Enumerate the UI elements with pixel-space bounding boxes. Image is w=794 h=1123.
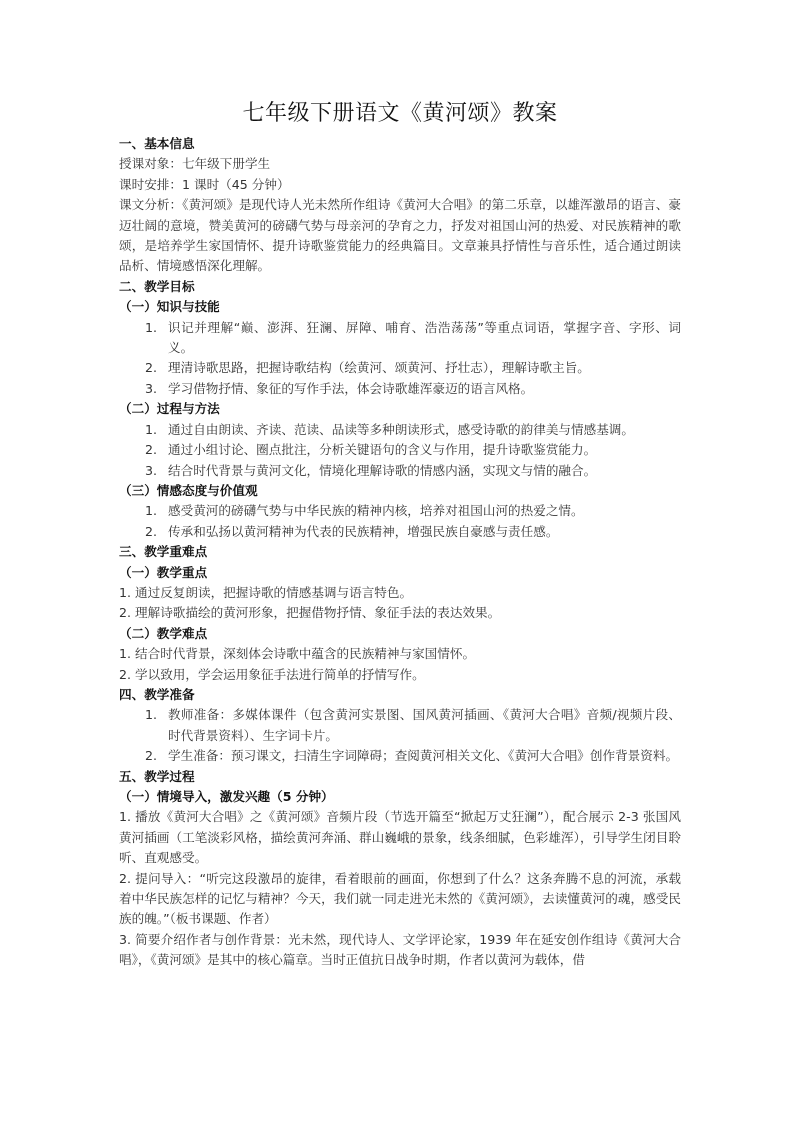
list-item [119,746,681,766]
list-text: 结合时代背景与黄河文化，情境化理解诗歌的情感内涵，实现文与情的融合。 [168,462,597,478]
list-item [119,379,681,399]
list-item [119,461,681,481]
list-number: 1. [145,421,158,437]
list-text: 通过小组讨论、圈点批注，分析关键语句的含义与作用，提升诗歌鉴赏能力。 [168,442,597,458]
list-item [119,420,681,440]
list-number: 1. [145,319,158,335]
subheading-teaching-difficulty: （二）教学难点 [119,625,208,641]
process-methods-list [119,420,681,481]
subheading-teaching-focus: （一）教学重点 [119,564,208,580]
subheading-situational-intro: （一）情境导入，激发兴趣（5 分钟） [119,789,334,804]
time-line: 课时安排：1 课时（45 分钟） [119,176,290,192]
text-analysis-paragraph: 课文分析：《黄河颂》是现代诗人光未然所作组诗《黄河大合唱》的第二乐章，以雄浑激昂的语言、豪迈壮阔的意境，赞美黄河的磅礴气势与母亲河的孕育之力，抒发对祖国山河的热爱、对民族精神的歌颂，是培养学生家国情怀、提升诗歌鉴赏能力的经典篇目。文章兼具抒情性与音乐性，适合通过朗读品析、情境感悟深化理解。 [119,197,681,274]
difficulty-item: 1. 结合时代背景，深刻体会诗歌中蕴含的民族精神与家国情怀。 [119,646,476,662]
section-heading-preparation: 四、教学准备 [119,686,195,702]
intro-step: 3. 简要介绍作者与创作背景：光未然，现代诗人、文学评论家，1939 年在延安创作组诗《黄河大合唱》，《黄河颂》是其中的核心篇章。当时正值抗日战争时期，作者以黄河为载体，借 [119,931,681,968]
section-heading-key-points: 三、教学重难点 [119,544,208,560]
focus-item: 1. 通过反复朗读，把握诗歌的情感基调与语言特色。 [119,584,413,600]
list-number: 2. [145,523,158,539]
section-heading-goals: 二、教学目标 [119,278,195,294]
list-text: 学习借物抒情、象征的写作手法，体会诗歌雄浑豪迈的语言风格。 [168,380,534,396]
list-item [119,522,681,542]
subheading-knowledge-skills: （一）知识与技能 [119,299,220,315]
intro-step: 2. 提问导入：“听完这段激昂的旋律，看着眼前的画面，你想到了什么？这条奔腾不息的河流，承载着中华民族怎样的记忆与精神？今天，我们就一同走进光未然的《黄河颂》，去读懂黄河的魂，感受民族的魄。”（板书课题、作者） [119,870,681,927]
list-number: 1. [145,503,158,519]
audience-line: 授课对象：七年级下册学生 [119,156,271,172]
preparation-list [119,705,681,766]
list-text: 识记并理解“巅、澎湃、狂澜、屏障、哺育、浩浩荡荡”等重点词语，掌握字音、字形、词义。 [168,319,681,356]
subheading-emotion-values: （三）情感态度与价值观 [119,482,258,498]
list-text: 传承和弘扬以黄河精神为代表的民族精神，增强民族自豪感与责任感。 [168,523,559,539]
document-page [119,97,681,971]
list-item [119,705,681,746]
focus-item: 2. 理解诗歌描绘的黄河形象，把握借物抒情、象征手法的表达效果。 [119,605,501,621]
list-item [119,318,681,359]
list-text: 教师准备：多媒体课件（包含黄河实景图、国风黄河插画、《黄河大合唱》音频/视频片段、时代背景资料）、生字词卡片。 [168,707,681,743]
list-number: 2. [145,442,158,458]
list-text: 感受黄河的磅礴气势与中华民族的精神内核，培养对祖国山河的热爱之情。 [168,503,584,519]
list-number: 2. [145,360,158,376]
subheading-process-methods: （二）过程与方法 [119,401,220,417]
list-item [119,440,681,460]
knowledge-skills-list [119,318,681,400]
list-number: 2. [145,748,158,764]
intro-step: 1. 播放《黄河大合唱》之《黄河颂》音频片段（节选开篇至“掀起万丈狂澜”），配合展示 2-3 张国风黄河插画（工笔淡彩风格，描绘黄河奔涌、群山巍峨的景象，线条细腻，色彩雄浑），引导学生闭目聆听、直观感受。 [119,809,681,866]
list-text: 学生准备：预习课文，扫清生字词障碍；查阅黄河相关文化、《黄河大合唱》创作背景资料。 [168,748,679,764]
list-number: 3. [145,462,158,478]
section-heading-teaching-process: 五、教学过程 [119,768,195,784]
list-text: 通过自由朗读、齐读、范读、品读等多种朗读形式，感受诗歌的韵律美与情感基调。 [168,421,634,437]
list-number: 3. [145,380,158,396]
list-item [119,501,681,521]
emotion-values-list [119,501,681,542]
list-item [119,358,681,378]
list-text: 理清诗歌思路，把握诗歌结构（绘黄河、颂黄河、抒壮志），理解诗歌主旨。 [168,360,590,376]
difficulty-item: 2. 学以致用，学会运用象征手法进行简单的抒情写作。 [119,666,425,682]
section-heading-basic-info: 一、基本信息 [119,136,195,151]
document-title: 七年级下册语文《黄河颂》教案 [242,101,558,126]
list-number: 1. [145,707,158,723]
